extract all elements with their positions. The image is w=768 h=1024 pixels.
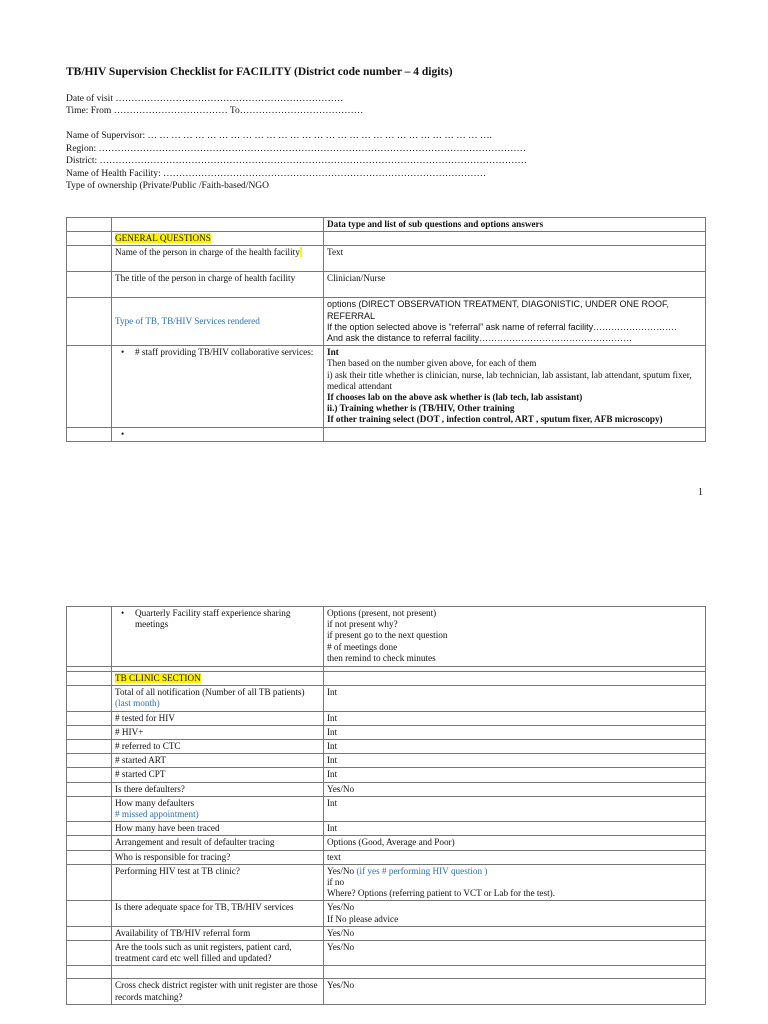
answer-line: if present go to the next question xyxy=(327,630,448,641)
question-text: • # staff providing TB/HIV collaborative services: xyxy=(125,347,320,358)
question-qualifier: (last month) xyxy=(115,698,160,709)
answer-text: Yes/No xyxy=(324,782,706,796)
answer-line: If other training select (DOT , infection control, ART , sputum fixer, AFB microscopy) xyxy=(327,414,663,425)
table-header: Data type and list of sub questions and options answers xyxy=(324,218,706,232)
table-row xyxy=(67,768,706,782)
table-row xyxy=(67,782,706,796)
answer-text: Int xyxy=(324,740,706,754)
table-row xyxy=(67,740,706,754)
question-text: Are the tools such as unit registers, patient card, treatment card etc well filled and updated? xyxy=(112,941,324,966)
question-text: How many have been traced xyxy=(112,822,324,836)
question-text: Name of the person in charge of the health facility xyxy=(115,247,300,258)
tb-clinic-section-heading: TB CLINIC SECTION xyxy=(115,673,201,683)
table-row xyxy=(67,850,706,864)
table-row xyxy=(67,246,706,272)
answer-text: Int xyxy=(324,711,706,725)
table-row xyxy=(67,754,706,768)
empty-bullet-item xyxy=(125,429,320,440)
table-row xyxy=(67,686,706,711)
region-field: Region: ……………………………………………………………………………………………………………………… xyxy=(66,144,526,154)
answer-text: Text xyxy=(324,246,706,272)
table-row xyxy=(67,796,706,821)
question-text: Performing HIV test at TB clinic? xyxy=(112,864,324,901)
answer-line: Int xyxy=(327,347,339,358)
ownership-field: Type of ownership (Private/Public /Faith-based/NGO xyxy=(66,181,270,191)
answer-text: Yes/No xyxy=(324,979,706,1004)
table-header-row xyxy=(67,218,706,232)
table-row xyxy=(67,346,706,427)
table-row xyxy=(67,926,706,940)
question-text: Cross check district register with unit register are those records matching? xyxy=(112,979,324,1004)
question-qualifier: # missed appointment) xyxy=(115,809,199,820)
answer-line: And ask the distance to referral facility…………………………………………… xyxy=(327,333,633,344)
answer-line: Yes/No xyxy=(327,902,355,913)
answer-line: Options (present, not present) xyxy=(327,608,437,618)
time-field: Time: From ……………………………… To………………………………… xyxy=(66,106,364,116)
table-row xyxy=(67,725,706,739)
question-text: Who is responsible for tracing? xyxy=(112,850,324,864)
answer-text: Yes/No xyxy=(327,865,357,876)
question-text: # started CPT xyxy=(112,768,324,782)
answer-line: # of meetings done xyxy=(327,641,398,652)
date-of-visit-field: Date of visit ……………………………………………………………… xyxy=(66,94,344,104)
question-text: Availability of TB/HIV referral form xyxy=(112,926,324,940)
health-facility-field: Name of Health Facility: ………………………………………………………………………………………… xyxy=(66,169,487,179)
general-questions-heading: GENERAL QUESTIONS xyxy=(115,233,211,244)
tb-clinic-section-row xyxy=(67,672,706,686)
answer-line: i) ask their title whether is clinician, nurse, lab technician, lab assistant, lab attendant, sputum fixer, medical attendant xyxy=(327,369,692,391)
answer-text: text xyxy=(324,850,706,864)
answer-text: Int xyxy=(324,686,706,711)
question-text: Total of all notification (Number of all TB patients) xyxy=(115,687,305,698)
answer-text: Int xyxy=(324,796,706,821)
table-row xyxy=(67,941,706,966)
table-row xyxy=(67,427,706,441)
question-text: Arrangement and result of defaulter tracing xyxy=(112,836,324,850)
question-text: Is there defaulters? xyxy=(112,782,324,796)
spacer-row xyxy=(67,966,706,979)
answer-text: Int xyxy=(324,822,706,836)
answer-line: if no xyxy=(327,877,345,888)
answer-qualifier: (if yes # performing HIV question ) xyxy=(356,865,488,876)
page-number: 1 xyxy=(698,487,703,498)
document-title: TB/HIV Supervision Checklist for FACILITY (District code number – 4 digits) xyxy=(66,66,453,78)
question-text: How many defaulters xyxy=(115,797,195,808)
question-text: • Quarterly Facility staff experience sharing meetings xyxy=(125,608,320,630)
table-row xyxy=(67,711,706,725)
question-text: Is there adequate space for TB, TB/HIV services xyxy=(112,901,324,926)
answer-text: Clinician/Nurse xyxy=(324,272,706,298)
general-questions-row xyxy=(67,232,706,246)
answer-line: if not present why? xyxy=(327,619,398,630)
answer-line: If No please advice xyxy=(327,913,399,924)
answer-line: If chooses lab on the above ask whether is (lab tech, lab assistant) xyxy=(327,392,583,403)
answer-text: Yes/No xyxy=(324,926,706,940)
table-row xyxy=(67,272,706,298)
question-text: # referred to CTC xyxy=(112,740,324,754)
table-row xyxy=(67,607,706,667)
question-text: # HIV+ xyxy=(112,725,324,739)
answer-line: then remind to check minutes xyxy=(327,652,436,663)
question-text: # started ART xyxy=(112,754,324,768)
table-row xyxy=(67,822,706,836)
table-row xyxy=(67,836,706,850)
table-row xyxy=(67,979,706,1004)
checklist-table-2 xyxy=(66,606,706,1005)
table-row xyxy=(67,864,706,901)
answer-text: Int xyxy=(324,768,706,782)
answer-text: Int xyxy=(324,725,706,739)
question-text: Type of TB, TB/HIV Services rendered xyxy=(112,298,324,346)
district-field: District: ……………………………………………………………………………………………………………………… xyxy=(66,156,528,166)
question-text: # tested for HIV xyxy=(112,711,324,725)
table-row xyxy=(67,901,706,926)
answer-line: Where? Options (referring patient to VCT or Lab for the test). xyxy=(327,888,555,899)
answer-text: Int xyxy=(324,754,706,768)
question-text: The title of the person in charge of health facility xyxy=(112,272,324,298)
answer-line: If the option selected above is “referral” ask name of referral facility………………………. xyxy=(327,321,677,332)
answer-line: options (DIRECT OBSERVATION TREATMENT, DIAGONISTIC, UNDER ONE ROOF, REFERRAL xyxy=(327,299,670,321)
supervisor-field: Name of Supervisor: … … … … … … … … … … … … … … … … … … … … … … … … … … … … …. xyxy=(66,131,492,141)
checklist-table-1 xyxy=(66,217,706,442)
table-row xyxy=(67,298,706,346)
answer-text: Options (Good, Average and Poor) xyxy=(324,836,706,850)
answer-line: ii.) Training whether is (TB/HIV, Other training xyxy=(327,403,515,414)
answer-text: Yes/No xyxy=(324,941,706,966)
answer-line: Then based on the number given above, for each of them xyxy=(327,358,537,369)
